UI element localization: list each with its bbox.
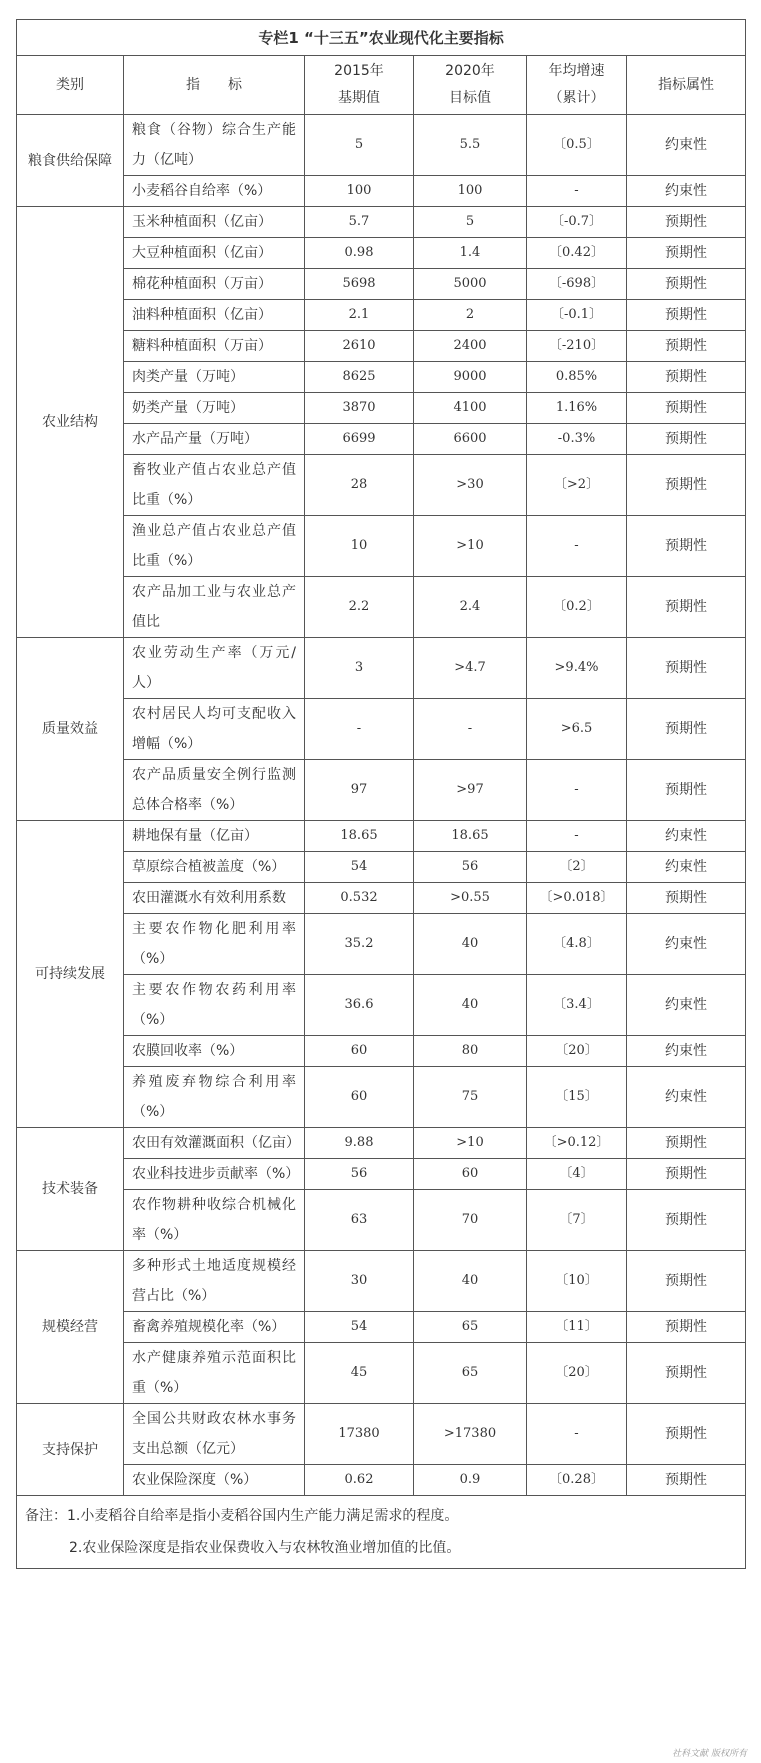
indicator-cell: 油料种植面积（亿亩） bbox=[124, 300, 305, 331]
indicator-cell: 农业保险深度（%） bbox=[124, 1465, 305, 1496]
attribute-cell: 预期性 bbox=[627, 638, 746, 699]
table-title: 专栏1 “十三五”农业现代化主要指标 bbox=[17, 20, 746, 56]
attribute-cell: 预期性 bbox=[627, 1190, 746, 1251]
base-value-cell: 45 bbox=[305, 1343, 414, 1404]
notes-cell bbox=[17, 1496, 746, 1569]
category-cell: 粮食供给保障 bbox=[17, 115, 124, 207]
growth-cell: >9.4% bbox=[527, 638, 627, 699]
table-row bbox=[17, 300, 746, 331]
table-row bbox=[17, 269, 746, 300]
attribute-cell: 预期性 bbox=[627, 207, 746, 238]
growth-cell: 〔-0.1〕 bbox=[527, 300, 627, 331]
target-value-cell: 9000 bbox=[414, 362, 527, 393]
attribute-cell: 预期性 bbox=[627, 238, 746, 269]
header-growth-sub: （累计） bbox=[548, 90, 605, 106]
indicator-cell: 小麦稻谷自给率（%） bbox=[124, 176, 305, 207]
target-value-cell: >4.7 bbox=[414, 638, 527, 699]
attribute-cell: 预期性 bbox=[627, 1312, 746, 1343]
growth-cell: 〔0.2〕 bbox=[527, 577, 627, 638]
indicator-cell: 农业科技进步贡献率（%） bbox=[124, 1159, 305, 1190]
base-value-cell: 97 bbox=[305, 760, 414, 821]
table-row bbox=[17, 362, 746, 393]
table-row bbox=[17, 577, 746, 638]
table-row bbox=[17, 914, 746, 975]
category-cell: 农业结构 bbox=[17, 207, 124, 638]
base-value-cell: 28 bbox=[305, 455, 414, 516]
target-value-cell: >17380 bbox=[414, 1404, 527, 1465]
table-row bbox=[17, 393, 746, 424]
growth-cell: 〔-698〕 bbox=[527, 269, 627, 300]
attribute-cell: 预期性 bbox=[627, 1404, 746, 1465]
attribute-cell: 预期性 bbox=[627, 1159, 746, 1190]
table-row bbox=[17, 176, 746, 207]
growth-cell: - bbox=[527, 516, 627, 577]
header-row bbox=[17, 56, 746, 115]
growth-cell: 1.16% bbox=[527, 393, 627, 424]
category-cell: 支持保护 bbox=[17, 1404, 124, 1496]
base-value-cell: 8625 bbox=[305, 362, 414, 393]
target-value-cell: 5000 bbox=[414, 269, 527, 300]
target-value-cell: 5.5 bbox=[414, 115, 527, 176]
attribute-cell: 预期性 bbox=[627, 424, 746, 455]
table-row bbox=[17, 331, 746, 362]
target-value-cell: >10 bbox=[414, 516, 527, 577]
table-row bbox=[17, 1312, 746, 1343]
table-row bbox=[17, 516, 746, 577]
growth-cell: 〔20〕 bbox=[527, 1036, 627, 1067]
target-value-cell: 0.9 bbox=[414, 1465, 527, 1496]
attribute-cell: 预期性 bbox=[627, 300, 746, 331]
base-value-cell: 60 bbox=[305, 1036, 414, 1067]
indicators-table bbox=[16, 19, 746, 1569]
target-value-cell: 65 bbox=[414, 1343, 527, 1404]
base-value-cell: 18.65 bbox=[305, 821, 414, 852]
indicator-cell: 农产品加工业与农业总产值比 bbox=[124, 577, 305, 638]
indicator-cell: 畜牧业产值占农业总产值比重（%） bbox=[124, 455, 305, 516]
table-row bbox=[17, 699, 746, 760]
indicator-cell: 主要农作物农药利用率（%） bbox=[124, 975, 305, 1036]
indicator-cell: 农村居民人均可支配收入增幅（%） bbox=[124, 699, 305, 760]
indicator-cell: 农作物耕种收综合机械化率（%） bbox=[124, 1190, 305, 1251]
growth-cell: 〔0.42〕 bbox=[527, 238, 627, 269]
attribute-cell: 预期性 bbox=[627, 883, 746, 914]
base-value-cell: 6699 bbox=[305, 424, 414, 455]
indicator-cell: 草原综合植被盖度（%） bbox=[124, 852, 305, 883]
target-value-cell: 100 bbox=[414, 176, 527, 207]
attribute-cell: 约束性 bbox=[627, 852, 746, 883]
indicator-cell: 多种形式土地适度规模经营占比（%） bbox=[124, 1251, 305, 1312]
table-row bbox=[17, 1190, 746, 1251]
attribute-cell: 约束性 bbox=[627, 821, 746, 852]
base-value-cell: 54 bbox=[305, 852, 414, 883]
base-value-cell: 5698 bbox=[305, 269, 414, 300]
growth-cell: 〔11〕 bbox=[527, 1312, 627, 1343]
category-cell: 可持续发展 bbox=[17, 821, 124, 1128]
header-target-label: 目标值 bbox=[449, 90, 491, 106]
header-target-year: 2020年 bbox=[445, 63, 495, 79]
base-value-cell: 2.2 bbox=[305, 577, 414, 638]
table-row bbox=[17, 760, 746, 821]
table-row bbox=[17, 1404, 746, 1465]
indicator-cell: 农田有效灌溉面积（亿亩） bbox=[124, 1128, 305, 1159]
table-row bbox=[17, 1128, 746, 1159]
indicator-cell: 粮食（谷物）综合生产能力（亿吨） bbox=[124, 115, 305, 176]
attribute-cell: 预期性 bbox=[627, 269, 746, 300]
growth-cell: 〔10〕 bbox=[527, 1251, 627, 1312]
base-value-cell: 56 bbox=[305, 1159, 414, 1190]
table-body bbox=[17, 115, 746, 1496]
base-value-cell: 30 bbox=[305, 1251, 414, 1312]
attribute-cell: 预期性 bbox=[627, 699, 746, 760]
base-value-cell: 36.6 bbox=[305, 975, 414, 1036]
growth-cell: 〔0.5〕 bbox=[527, 115, 627, 176]
base-value-cell: 0.532 bbox=[305, 883, 414, 914]
target-value-cell: 40 bbox=[414, 975, 527, 1036]
indicator-cell: 畜禽养殖规模化率（%） bbox=[124, 1312, 305, 1343]
indicator-cell: 农膜回收率（%） bbox=[124, 1036, 305, 1067]
header-base-label: 基期值 bbox=[338, 90, 380, 106]
target-value-cell: 40 bbox=[414, 914, 527, 975]
attribute-cell: 预期性 bbox=[627, 516, 746, 577]
growth-cell: 〔4〕 bbox=[527, 1159, 627, 1190]
base-value-cell: 17380 bbox=[305, 1404, 414, 1465]
growth-cell: >6.5 bbox=[527, 699, 627, 760]
base-value-cell: 100 bbox=[305, 176, 414, 207]
table-row bbox=[17, 455, 746, 516]
target-value-cell: 60 bbox=[414, 1159, 527, 1190]
note-2: 2.农业保险深度是指农业保费收入与农林牧渔业增加值的比值。 bbox=[69, 1540, 461, 1556]
target-value-cell: 2 bbox=[414, 300, 527, 331]
target-value-cell: 2400 bbox=[414, 331, 527, 362]
target-value-cell: >0.55 bbox=[414, 883, 527, 914]
header-base bbox=[305, 56, 414, 115]
base-value-cell: 2.1 bbox=[305, 300, 414, 331]
header-attribute: 指标属性 bbox=[627, 56, 746, 115]
growth-cell: 〔2〕 bbox=[527, 852, 627, 883]
target-value-cell: >97 bbox=[414, 760, 527, 821]
target-value-cell: 65 bbox=[414, 1312, 527, 1343]
attribute-cell: 约束性 bbox=[627, 176, 746, 207]
header-indicator: 指 标 bbox=[124, 56, 305, 115]
category-cell: 技术装备 bbox=[17, 1128, 124, 1251]
growth-cell: - bbox=[527, 821, 627, 852]
table-row bbox=[17, 207, 746, 238]
attribute-cell: 约束性 bbox=[627, 914, 746, 975]
base-value-cell: 63 bbox=[305, 1190, 414, 1251]
base-value-cell: 3870 bbox=[305, 393, 414, 424]
attribute-cell: 预期性 bbox=[627, 1251, 746, 1312]
header-target bbox=[414, 56, 527, 115]
attribute-cell: 约束性 bbox=[627, 115, 746, 176]
base-value-cell: 10 bbox=[305, 516, 414, 577]
attribute-cell: 预期性 bbox=[627, 362, 746, 393]
growth-cell: 〔15〕 bbox=[527, 1067, 627, 1128]
header-base-year: 2015年 bbox=[334, 63, 384, 79]
growth-cell: 〔4.8〕 bbox=[527, 914, 627, 975]
growth-cell: 〔3.4〕 bbox=[527, 975, 627, 1036]
growth-cell: 〔-210〕 bbox=[527, 331, 627, 362]
table-row bbox=[17, 975, 746, 1036]
indicator-cell: 大豆种植面积（亿亩） bbox=[124, 238, 305, 269]
header-category: 类别 bbox=[17, 56, 124, 115]
target-value-cell: >30 bbox=[414, 455, 527, 516]
table-row bbox=[17, 1343, 746, 1404]
target-value-cell: 6600 bbox=[414, 424, 527, 455]
table-row bbox=[17, 1036, 746, 1067]
base-value-cell: 54 bbox=[305, 1312, 414, 1343]
table-row bbox=[17, 1465, 746, 1496]
growth-cell: 〔>0.018〕 bbox=[527, 883, 627, 914]
growth-cell: - bbox=[527, 1404, 627, 1465]
target-value-cell: - bbox=[414, 699, 527, 760]
target-value-cell: 75 bbox=[414, 1067, 527, 1128]
base-value-cell: 0.98 bbox=[305, 238, 414, 269]
indicator-cell: 糖料种植面积（万亩） bbox=[124, 331, 305, 362]
growth-cell: 〔>0.12〕 bbox=[527, 1128, 627, 1159]
growth-cell: 〔-0.7〕 bbox=[527, 207, 627, 238]
target-value-cell: >10 bbox=[414, 1128, 527, 1159]
table-row bbox=[17, 238, 746, 269]
base-value-cell: 5.7 bbox=[305, 207, 414, 238]
attribute-cell: 预期性 bbox=[627, 1128, 746, 1159]
growth-cell: 〔20〕 bbox=[527, 1343, 627, 1404]
indicator-cell: 棉花种植面积（万亩） bbox=[124, 269, 305, 300]
target-value-cell: 5 bbox=[414, 207, 527, 238]
attribute-cell: 预期性 bbox=[627, 1343, 746, 1404]
table-row bbox=[17, 638, 746, 699]
target-value-cell: 56 bbox=[414, 852, 527, 883]
attribute-cell: 约束性 bbox=[627, 1036, 746, 1067]
header-growth bbox=[527, 56, 627, 115]
indicator-cell: 全国公共财政农林水事务支出总额（亿元） bbox=[124, 1404, 305, 1465]
attribute-cell: 约束性 bbox=[627, 1067, 746, 1128]
growth-cell: - bbox=[527, 760, 627, 821]
table-row bbox=[17, 1251, 746, 1312]
indicator-cell: 农产品质量安全例行监测总体合格率（%） bbox=[124, 760, 305, 821]
growth-cell: 〔0.28〕 bbox=[527, 1465, 627, 1496]
target-value-cell: 1.4 bbox=[414, 238, 527, 269]
indicator-cell: 渔业总产值占农业总产值比重（%） bbox=[124, 516, 305, 577]
indicator-cell: 水产健康养殖示范面积比重（%） bbox=[124, 1343, 305, 1404]
category-cell: 质量效益 bbox=[17, 638, 124, 821]
header-growth-label: 年均增速 bbox=[548, 63, 605, 79]
base-value-cell: 60 bbox=[305, 1067, 414, 1128]
indicator-cell: 养殖废弃物综合利用率（%） bbox=[124, 1067, 305, 1128]
indicator-cell: 耕地保有量（亿亩） bbox=[124, 821, 305, 852]
target-value-cell: 18.65 bbox=[414, 821, 527, 852]
attribute-cell: 预期性 bbox=[627, 577, 746, 638]
attribute-cell: 预期性 bbox=[627, 760, 746, 821]
attribute-cell: 预期性 bbox=[627, 455, 746, 516]
base-value-cell: 5 bbox=[305, 115, 414, 176]
indicator-cell: 水产品产量（万吨） bbox=[124, 424, 305, 455]
category-cell: 规模经营 bbox=[17, 1251, 124, 1404]
growth-cell: - bbox=[527, 176, 627, 207]
indicator-cell: 农业劳动生产率（万元/人） bbox=[124, 638, 305, 699]
indicator-cell: 主要农作物化肥利用率（%） bbox=[124, 914, 305, 975]
target-value-cell: 4100 bbox=[414, 393, 527, 424]
target-value-cell: 70 bbox=[414, 1190, 527, 1251]
target-value-cell: 40 bbox=[414, 1251, 527, 1312]
indicator-cell: 肉类产量（万吨） bbox=[124, 362, 305, 393]
base-value-cell: 3 bbox=[305, 638, 414, 699]
base-value-cell: 9.88 bbox=[305, 1128, 414, 1159]
base-value-cell: 0.62 bbox=[305, 1465, 414, 1496]
growth-cell: 〔7〕 bbox=[527, 1190, 627, 1251]
table-row bbox=[17, 424, 746, 455]
target-value-cell: 2.4 bbox=[414, 577, 527, 638]
indicator-cell: 奶类产量（万吨） bbox=[124, 393, 305, 424]
attribute-cell: 预期性 bbox=[627, 393, 746, 424]
indicator-cell: 农田灌溉水有效利用系数 bbox=[124, 883, 305, 914]
table-row bbox=[17, 883, 746, 914]
target-value-cell: 80 bbox=[414, 1036, 527, 1067]
table-row bbox=[17, 821, 746, 852]
growth-cell: 0.85% bbox=[527, 362, 627, 393]
growth-cell: 〔>2〕 bbox=[527, 455, 627, 516]
table-row bbox=[17, 852, 746, 883]
table-row bbox=[17, 1159, 746, 1190]
indicator-cell: 玉米种植面积（亿亩） bbox=[124, 207, 305, 238]
base-value-cell: 2610 bbox=[305, 331, 414, 362]
base-value-cell: 35.2 bbox=[305, 914, 414, 975]
copyright-footer: 社科文献 版权所有 bbox=[672, 1749, 747, 1759]
note-1: 备注：1.小麦稻谷自给率是指小麦稻谷国内生产能力满足需求的程度。 bbox=[25, 1508, 459, 1524]
attribute-cell: 预期性 bbox=[627, 331, 746, 362]
table-row bbox=[17, 115, 746, 176]
attribute-cell: 约束性 bbox=[627, 975, 746, 1036]
attribute-cell: 预期性 bbox=[627, 1465, 746, 1496]
growth-cell: -0.3% bbox=[527, 424, 627, 455]
table-row bbox=[17, 1067, 746, 1128]
base-value-cell: - bbox=[305, 699, 414, 760]
